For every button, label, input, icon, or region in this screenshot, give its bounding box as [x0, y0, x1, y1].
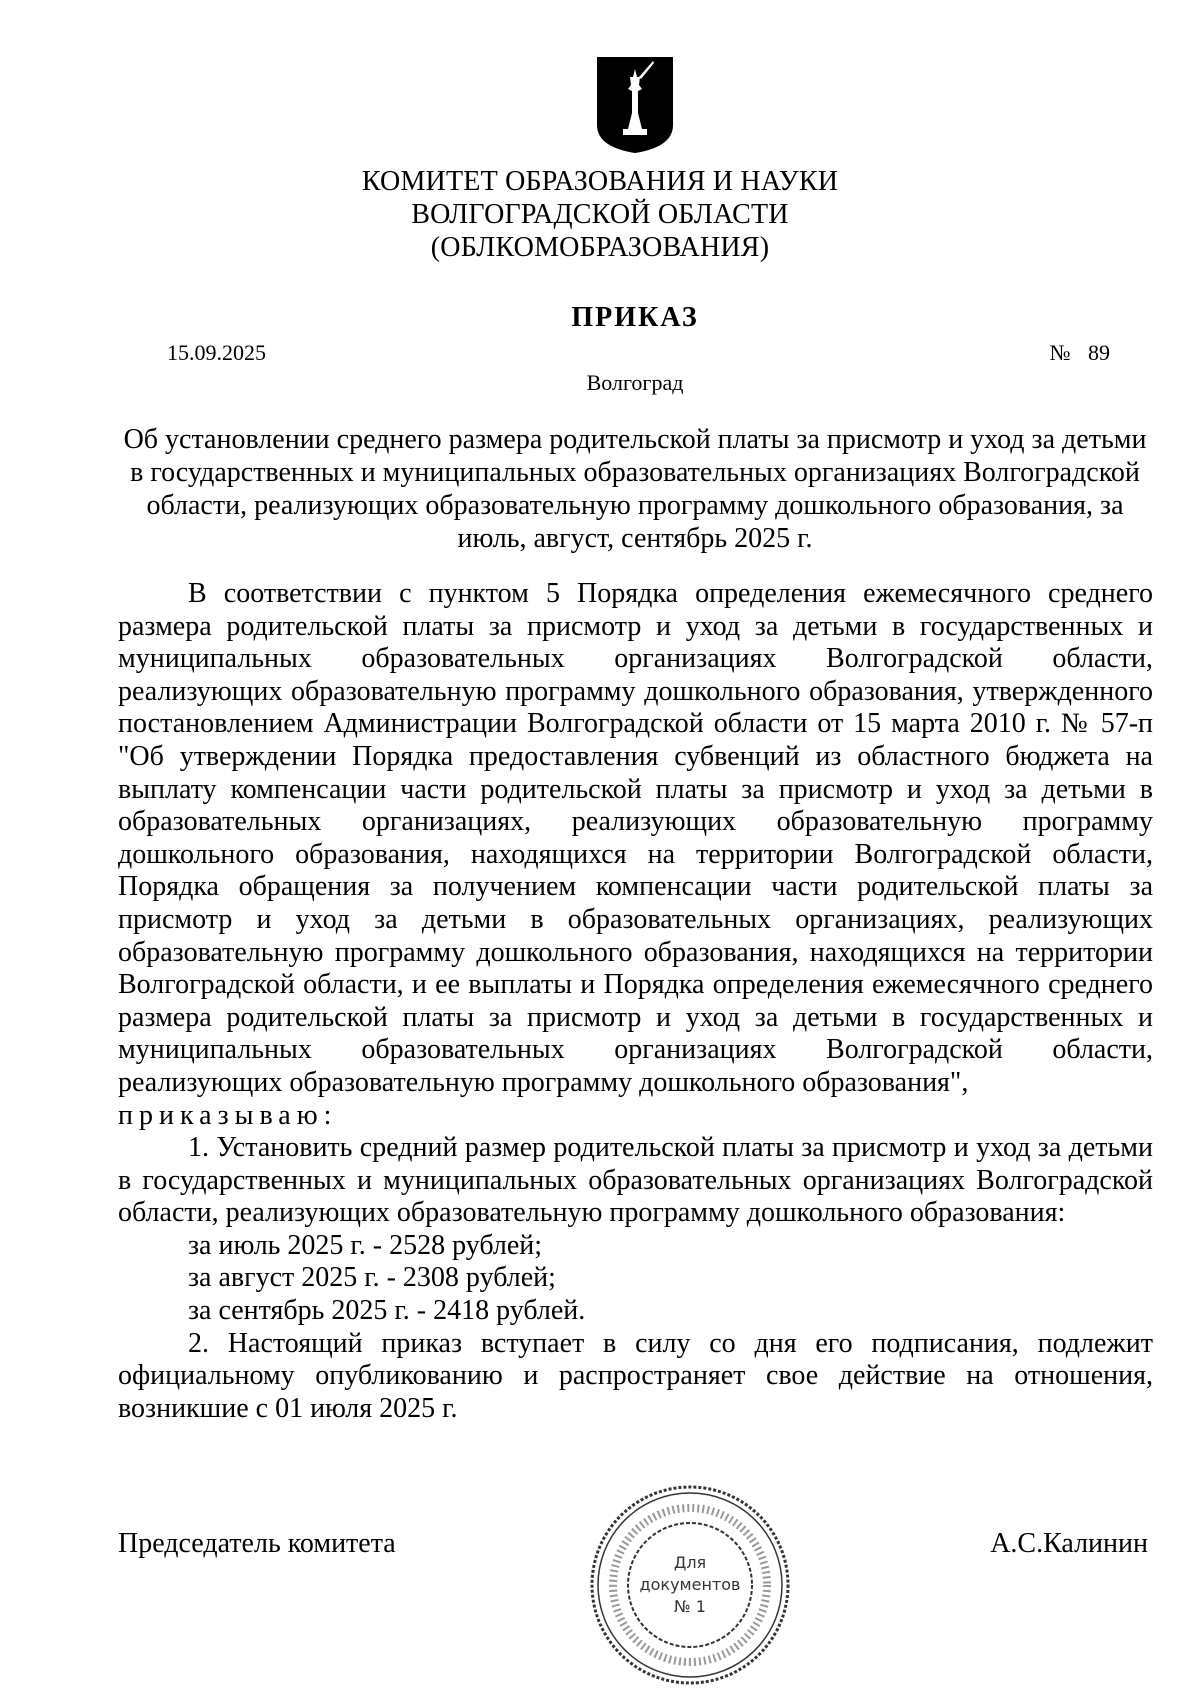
document-type: ПРИКАЗ — [571, 302, 699, 333]
svg-text:документов: документов — [639, 1575, 741, 1594]
order-city: Волгоград — [586, 370, 684, 395]
svg-text:Для: Для — [673, 1553, 707, 1572]
svg-text:№ 1: № 1 — [674, 1597, 706, 1616]
org-name-line1: КОМИТЕТ ОБРАЗОВАНИЯ И НАУКИ — [361, 166, 839, 197]
point-2-paragraph: 2. Настоящий приказ вступает в силу со дня его подписания, подлежит официальному опубликованию и распространяет свое действие на отношения, возникшие с 01 июля 2025 г. — [118, 1327, 1153, 1424]
org-name-line3: (ОБЛКОМОБРАЗОВАНИЯ) — [430, 232, 770, 263]
amount-september: за сентябрь 2025 г. - 2418 рублей. — [188, 1295, 586, 1327]
point-1-paragraph: 1. Установить средний размер родительской платы за присмотр и уход за детьми в государственных и муниципальных образовательных организациях Волгоградской области, реализующих образовательную программу дошкольного образования: — [118, 1132, 1153, 1229]
amount-august: за август 2025 г. - 2308 рублей; — [188, 1262, 556, 1294]
coat-of-arms-icon — [595, 55, 675, 155]
order-body — [118, 578, 1153, 1425]
order-word: приказываю: — [118, 1099, 338, 1131]
order-subject: Об установлении среднего размера родительской платы за присмотр и уход за детьми в государственных и муниципальных образовательных организациях Волгоградской области, реализующих образовательную программу дошкольного образования, за июль, август, сентябрь 2025 г. — [123, 424, 1147, 554]
signer-name: А.С.Калинин — [990, 1528, 1148, 1559]
official-stamp-icon — [580, 1480, 800, 1690]
preamble-paragraph: В соответствии с пунктом 5 Порядка определения ежемесячного среднего размера родительской платы за присмотр и уход за детьми в государственных и муниципальных образовательных организациях Волгоградской области, реализующих образовательную программу дошкольного образования, утвержденного постановлением Администрации Волгоградской области от 15 марта 2010 г. № 57-п "Об утверждении Порядка предоставления субвенций из областного бюджета на выплату компенсации части родительской платы за присмотр и уход за детьми в образовательных организациях, реализующих образовательную программу дошкольного образования, находящихся на территории Волгоградской области, Порядка обращения за получением компенсации части родительской платы за присмотр и уход за детьми в образовательных организациях, реализующих образовательную программу дошкольного образования, находящихся на территории Волгоградской области, и ее выплаты и Порядка определения ежемесячного среднего размера родительской платы за присмотр и уход за детьми в государственных и муниципальных образовательных организациях Волгоградской области, реализующих образовательную программу дошкольного образования", — [118, 578, 1153, 1098]
order-date: 15.09.2025 — [167, 340, 266, 365]
amount-july: за июль 2025 г. - 2528 рублей; — [188, 1229, 543, 1261]
signer-position: Председатель комитета — [118, 1528, 396, 1559]
org-name-line2: ВОЛГОГРАДСКОЙ ОБЛАСТИ — [411, 199, 789, 230]
order-number: № 89 — [1049, 340, 1110, 365]
